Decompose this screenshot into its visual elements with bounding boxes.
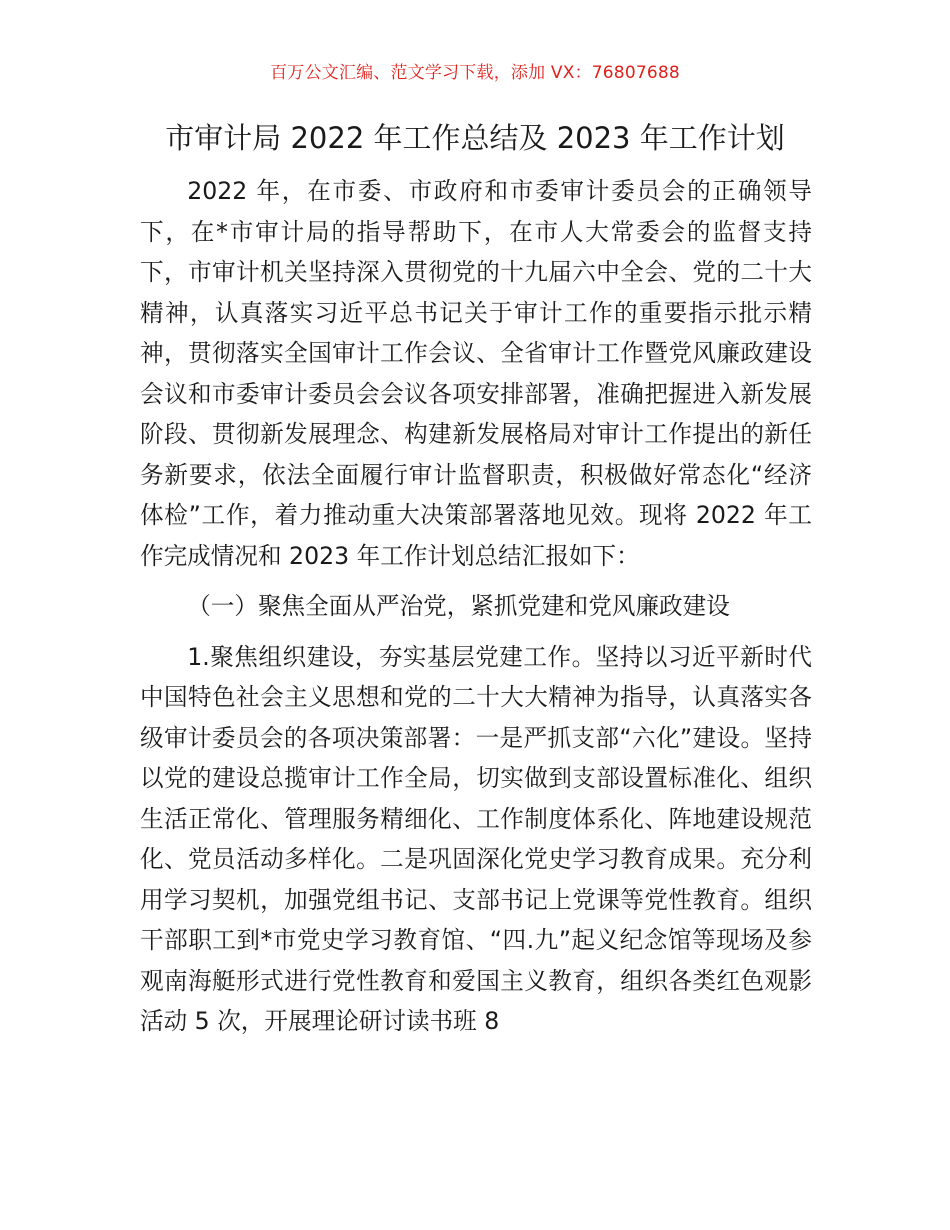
watermark-banner: 百万公文汇编、范文学习下载，添加 VX：76807688	[270, 63, 680, 83]
section-heading: （一）聚焦全面从严治党，紧抓党建和党风廉政建设	[187, 592, 730, 620]
document-body	[140, 171, 812, 1042]
body-paragraph: 1.聚焦组织建设，夯实基层党建工作。坚持以习近平新时代中国特色社会主义思想和党的二十大大精神为指导，认真落实各级审计委员会的各项决策部署：一是严抓支部“六化”建设。坚持以党的建设总揽审计工作全局，切实做到支部设置标准化、组织生活正常化、管理服务精细化、工作制度体系化、阵地建设规范化、党员活动多样化。二是巩固深化党史学习教育成果。充分利用学习契机，加强党组书记、支部书记上党课等党性教育。组织干部职工到*市党史学习教育馆、“四.九”起义纪念馆等现场及参观南海艇形式进行党性教育和爱国主义教育，组织各类红色观影活动 5 次，开展理论研讨读书班 8	[140, 642, 812, 1035]
document-title: 市审计局 2022 年工作总结及 2023 年工作计划	[165, 121, 785, 155]
intro-paragraph: 2022 年，在市委、市政府和市委审计委员会的正确领导下，在*市审计局的指导帮助下，在市人大常委会的监督支持下，市审计机关坚持深入贯彻党的十九届六中全会、党的二十大精神，认真落实习近平总书记关于审计工作的重要指示批示精神，贯彻落实全国审计工作会议、全省审计工作暨党风廉政建设会议和市委审计委员会会议各项安排部署，准确把握进入新发展阶段、贯彻新发展理念、构建新发展格局对审计工作提出的新任务新要求，依法全面履行审计监督职责，积极做好常态化“经济体检”工作，着力推动重大决策部署落地见效。现将 2022 年工作完成情况和 2023 年工作计划总结汇报如下：	[140, 177, 812, 570]
